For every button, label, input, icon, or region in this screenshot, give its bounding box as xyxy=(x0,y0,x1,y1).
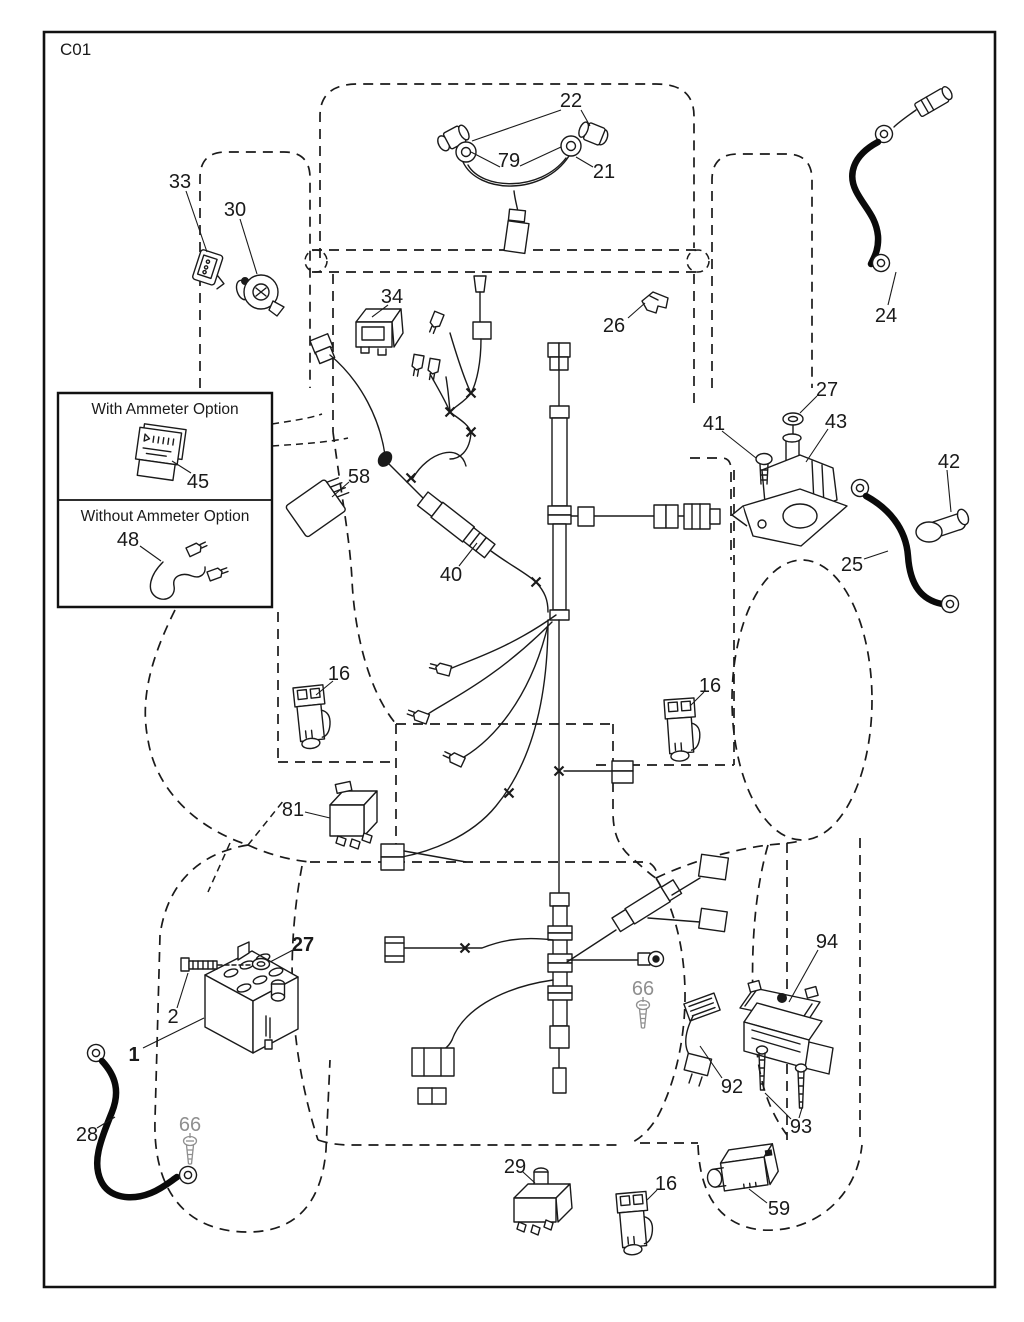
screw-66-right xyxy=(637,1001,650,1029)
callout-16-right: 16 xyxy=(698,675,722,697)
switch-16-left xyxy=(293,685,333,750)
callout-92: 92 xyxy=(720,1076,744,1098)
callout-16-left: 16 xyxy=(327,663,351,685)
callout-59: 59 xyxy=(767,1198,791,1220)
callout-25: 25 xyxy=(840,554,864,576)
callout-27-battery: 27 xyxy=(291,934,315,956)
ignition-switch-30 xyxy=(234,275,284,316)
callout-42: 42 xyxy=(937,451,961,473)
callout-43: 43 xyxy=(824,411,848,433)
callout-30: 30 xyxy=(223,199,247,221)
interlock-part-33 xyxy=(191,249,232,290)
with-ammeter-title: With Ammeter Option xyxy=(91,401,239,418)
callout-79: 79 xyxy=(497,150,521,172)
callout-81: 81 xyxy=(281,799,305,821)
relay-58 xyxy=(285,472,356,538)
callout-58: 58 xyxy=(347,466,371,488)
switch-16-bottom xyxy=(616,1191,655,1256)
connector-92 xyxy=(684,993,720,1086)
callout-93: 93 xyxy=(789,1116,813,1138)
relay-81 xyxy=(330,781,377,849)
module-59 xyxy=(704,1144,780,1193)
callout-16-bottom: 16 xyxy=(654,1173,678,1195)
diagram-code: C01 xyxy=(60,40,92,59)
callout-66-left: 66 xyxy=(178,1114,202,1136)
callout-94: 94 xyxy=(815,931,839,953)
switch-34 xyxy=(356,309,403,355)
leader-lines xyxy=(97,110,951,1203)
callout-2: 2 xyxy=(167,1006,179,1028)
callout-21: 21 xyxy=(592,161,616,183)
callout-33: 33 xyxy=(168,171,192,193)
without-ammeter-title: Without Ammeter Option xyxy=(80,508,250,525)
plunger-switch-29 xyxy=(514,1168,572,1235)
callout-24: 24 xyxy=(874,305,898,327)
battery-group xyxy=(181,942,298,1053)
screw-66-left xyxy=(184,1137,197,1165)
main-harness-vertical xyxy=(381,343,720,893)
callout-22: 22 xyxy=(559,90,583,112)
callout-41: 41 xyxy=(702,413,726,435)
callout-27-top: 27 xyxy=(815,379,839,401)
callout-40: 40 xyxy=(439,564,463,586)
terminal-boot-42 xyxy=(916,508,971,542)
inline-fuse-40 xyxy=(417,491,496,558)
callout-34: 34 xyxy=(380,286,404,308)
callout-28: 28 xyxy=(75,1124,99,1146)
switch-16-right xyxy=(664,698,702,762)
bulb-right xyxy=(577,120,611,148)
callout-26: 26 xyxy=(602,315,626,337)
clip-26 xyxy=(642,292,668,313)
callout-1: 1 xyxy=(128,1044,140,1066)
callout-45: 45 xyxy=(186,471,210,493)
headlight-harness xyxy=(435,120,610,254)
ammeter-option-box xyxy=(58,393,272,607)
engine-ground-cable-24 xyxy=(852,85,954,273)
callout-29: 29 xyxy=(503,1156,527,1178)
callout-66-right: 66 xyxy=(631,978,655,1000)
module-94 xyxy=(740,981,833,1074)
callout-48: 48 xyxy=(116,529,140,551)
battery-cable-25 xyxy=(850,478,960,614)
